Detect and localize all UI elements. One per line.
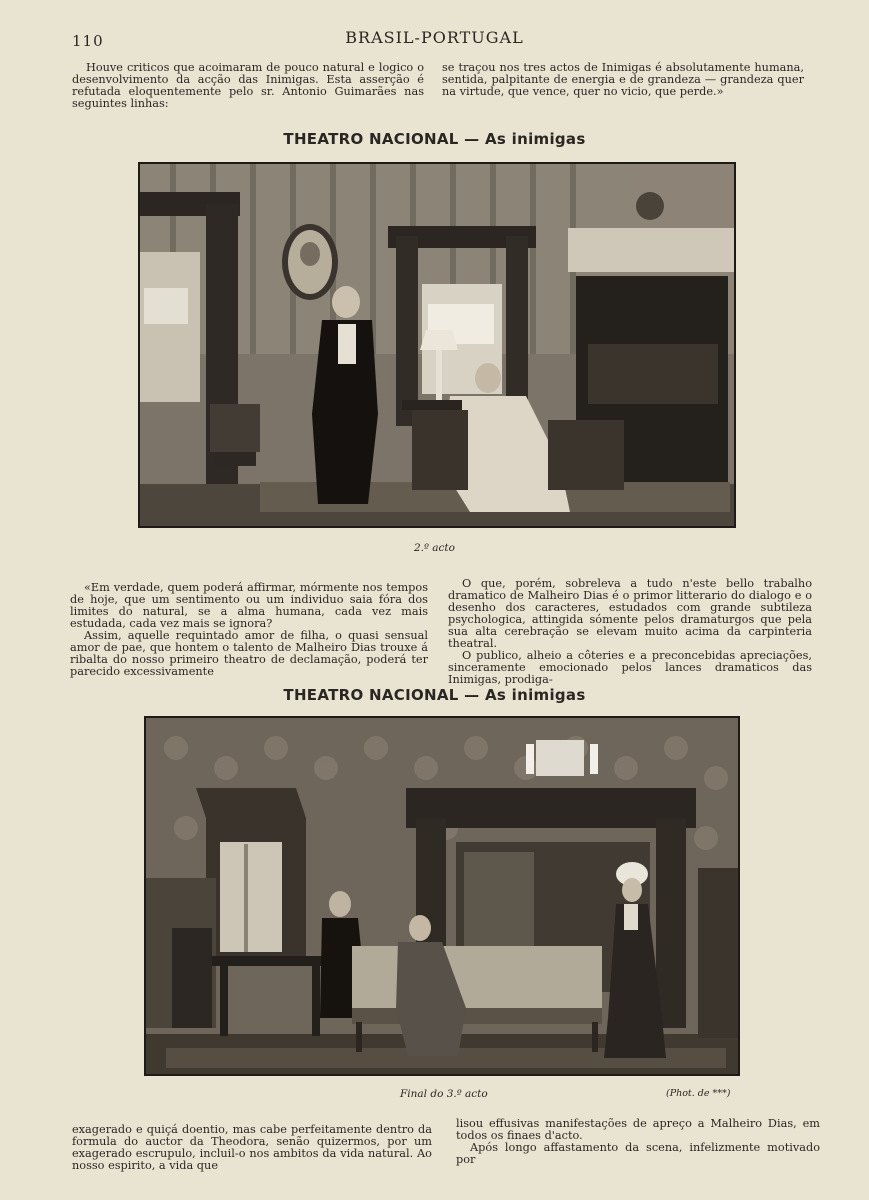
figure2-title: THEATRO NACIONAL — As inimigas [283, 686, 586, 704]
figure1-caption: 2.º acto [414, 542, 455, 554]
journal-title: BRASIL-PORTUGAL [345, 28, 524, 47]
figure1-title: THEATRO NACIONAL — As inimigas [283, 130, 586, 148]
middle-paragraph-left-1: «Em verdade, quem poderá affirmar, mórmente nos tempos de hoje, que um sentimento ou um individuo saia fóra dos limites do natural, se a alma humana, cada vez mais estudada, cada vez mais se ignora? [70, 581, 428, 630]
middle-text-left-column [70, 582, 428, 678]
bottom-paragraph-left: exagerado e quiçá doentio, mas cabe perfeitamente dentro da formula do auctor da Theodora, senão quizermos, por um exagerado escrupulo, incluil-o nos ambitos da vida natural. Ao nosso espirito, a vida que [72, 1123, 432, 1172]
stage-scene-act3-final-image [146, 718, 738, 1074]
page-number: 110 [72, 32, 104, 50]
bottom-paragraph-right-1: lisou effusivas manifestações de apreço a Malheiro Dias, em todos os finaes d'acto. [456, 1117, 820, 1142]
figure2-caption: Final do 3.º acto [400, 1088, 488, 1100]
middle-paragraph-left-2: Assim, aquelle requintado amor de filha, o quasi sensual amor de pae, que hontem o talento de Malheiro Dias trouxe á ribalta do nosso primeiro theatro de declamação, poderá ter parecido excessivamente [70, 629, 428, 678]
figure1-photo [138, 162, 736, 528]
middle-text-right-column [448, 578, 812, 686]
top-paragraph-right: se traçou nos tres actos de Inimigas é absolutamente humana, sentida, palpitante de energia e de grandeza — grandeza quer na virtude, que vence, quer no vicio, que perde.» [442, 61, 804, 98]
middle-paragraph-right-1: O que, porém, sobreleva a tudo n'este bello trabalho dramatico de Malheiro Dias é o primor litterario do dialogo e o desenho dos caracteres, estudados com grande subtileza psychologica, attingida sómente pelos dramaturgos que pela sua alta cerebração se elevam muito acima da carpinteria theatral. [448, 577, 812, 650]
top-text-right-column [442, 62, 804, 98]
figure2-photo [144, 716, 740, 1076]
bottom-paragraph-right-2: Após longo affastamento da scena, infelizmente motivado por [456, 1141, 820, 1166]
figure2-photo-credit: (Phot. de ***) [666, 1088, 731, 1099]
top-paragraph-left: Houve criticos que acoimaram de pouco natural e logico o desenvolvimento da acção das Inimigas. Esta asserção é refutada eloquentemente pelo sr. Antonio Guimarães nas seguintes linhas: [72, 61, 424, 110]
stage-scene-act2-image [140, 164, 734, 526]
bottom-text-left-column [72, 1124, 432, 1172]
top-text-left-column [72, 62, 424, 110]
bottom-text-right-column [456, 1118, 820, 1166]
middle-paragraph-right-2: O publico, alheio a côteries e a preconcebidas apreciações, sinceramente emocionado pelos lances dramaticos das Inimigas, prodiga- [448, 649, 812, 686]
